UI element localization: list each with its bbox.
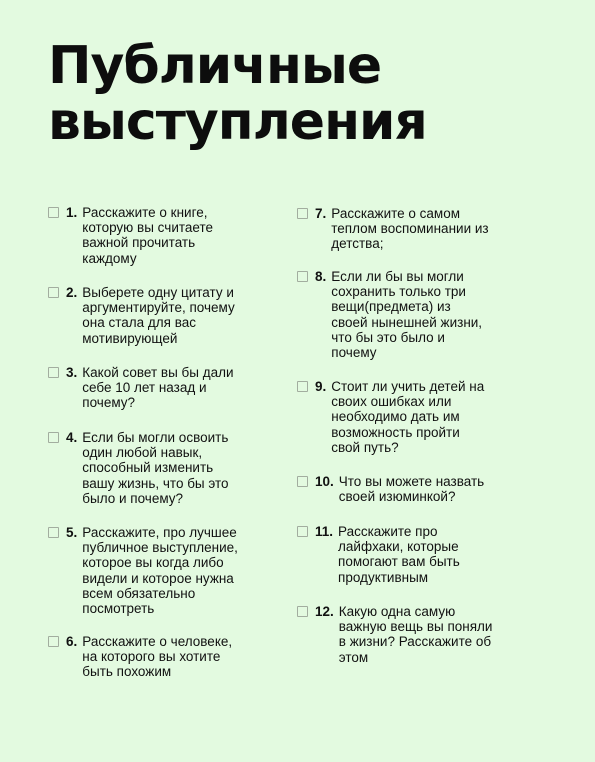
question-number: 12. [315, 604, 334, 619]
question-text-line: своей изюминкой? [338, 489, 456, 505]
checkbox-12[interactable] [297, 606, 308, 617]
question-number: 1. [66, 205, 78, 220]
question-item-10 [297, 474, 484, 504]
question-text-line: она стала для вас [82, 315, 197, 331]
question-number: 3. [66, 365, 78, 380]
question-number: 10. [315, 474, 334, 489]
question-text-line: помогают вам быть [338, 554, 460, 570]
checkbox-7[interactable] [297, 208, 308, 219]
checkbox-11[interactable] [297, 526, 308, 537]
question-text-line: Расскажите о человеке, [82, 634, 233, 649]
question-text-line: Расскажите о книге, [82, 205, 208, 220]
question-number: 5. [66, 525, 78, 540]
question-item-1 [48, 205, 213, 266]
question-text-line: этом [338, 649, 369, 665]
question-text [339, 474, 484, 504]
question-text-line: свой путь? [331, 439, 399, 455]
question-text-line: каждому [82, 250, 137, 266]
checkbox-4[interactable] [48, 432, 59, 443]
question-number: 2. [66, 285, 78, 300]
question-item-7 [297, 206, 489, 252]
question-text-line: всем обязательно [82, 585, 196, 601]
question-number: 6. [66, 634, 78, 649]
question-item-5 [48, 525, 238, 616]
question-text [331, 206, 488, 252]
question-item-11 [297, 524, 460, 585]
question-text-line: теплом воспоминании из [331, 221, 489, 237]
question-text-line: своих ошибках или [331, 394, 452, 410]
checkbox-3[interactable] [48, 367, 59, 378]
question-item-3 [48, 365, 234, 411]
question-text [339, 604, 493, 665]
question-text [331, 379, 484, 455]
question-text [338, 524, 460, 585]
question-text-line: детства; [331, 236, 384, 252]
question-text [331, 269, 482, 360]
question-item-9 [297, 379, 484, 455]
question-number: 4. [66, 430, 78, 445]
checkbox-6[interactable] [48, 636, 59, 647]
page-title-line-1: Публичные [48, 36, 382, 96]
question-text-line: возможность пройти [331, 424, 460, 440]
question-text-line: видели и которое нужна [82, 570, 234, 586]
page-title-line-2: выступления [48, 92, 427, 152]
question-text-line: Какой совет вы бы дали [82, 365, 234, 380]
question-text-line: своей нынешней жизни, [331, 314, 483, 330]
question-item-6 [48, 634, 232, 680]
question-item-4 [48, 430, 229, 506]
question-number: 9. [315, 379, 327, 394]
question-number: 11. [315, 524, 334, 539]
question-text-line: лайфхаки, которые [338, 539, 459, 555]
question-text [82, 634, 232, 680]
question-number: 8. [315, 269, 327, 284]
question-text [82, 205, 213, 266]
question-text-line: мотивирующей [82, 330, 178, 346]
question-text [82, 285, 234, 346]
question-text-line: Если бы могли освоить [82, 430, 229, 445]
checkbox-8[interactable] [297, 271, 308, 282]
question-text-line: аргументируйте, почему [82, 300, 235, 316]
question-text-line: Расскажите про [338, 524, 438, 539]
question-text-line: быть похожим [82, 664, 172, 680]
question-text-line: публичное выступление, [82, 540, 238, 556]
checkbox-1[interactable] [48, 207, 59, 218]
question-text-line: способный изменить [82, 460, 214, 476]
question-text-line: Какую одна самую [338, 604, 456, 619]
question-text [82, 430, 228, 506]
checkbox-2[interactable] [48, 287, 59, 298]
question-text-line: себе 10 лет назад и [82, 380, 207, 396]
question-text-line: на которого вы хотите [82, 649, 221, 665]
question-text-line: Стоит ли учить детей на [331, 379, 485, 394]
question-text-line: сохранить только три [331, 284, 466, 300]
question-text-line: в жизни? Расскажите об [338, 634, 492, 650]
question-item-8 [297, 269, 482, 360]
question-text-line: важной прочитать [82, 235, 196, 251]
question-text-line: посмотреть [82, 601, 155, 617]
question-text-line: вашу жизнь, что бы это [82, 475, 229, 491]
question-text-line: важную вещь вы поняли [338, 619, 493, 635]
question-text-line: продуктивным [338, 569, 429, 585]
page-title [48, 38, 427, 150]
question-text-line: что бы это было и [331, 329, 445, 345]
question-text-line: Если ли бы вы могли [331, 269, 464, 284]
question-text-line: было и почему? [82, 490, 184, 506]
question-text-line: Расскажите, про лучшее [82, 525, 237, 540]
question-item-2 [48, 285, 235, 346]
question-text-line: необходимо дать им [331, 409, 460, 425]
checkbox-10[interactable] [297, 476, 308, 487]
checkbox-9[interactable] [297, 381, 308, 392]
question-text-line: Что вы можете назвать [338, 474, 485, 489]
question-item-12 [297, 604, 492, 665]
question-text [82, 365, 233, 411]
question-text-line: Выберете одну цитату и [82, 285, 234, 300]
question-text-line: которое вы когда либо [82, 555, 224, 571]
question-text-line: почему? [82, 395, 136, 411]
checkbox-5[interactable] [48, 527, 59, 538]
question-text-line: Расскажите о самом [331, 206, 460, 221]
question-text [82, 525, 238, 616]
question-text-line: вещи(предмета) из [331, 299, 451, 315]
question-text-line: почему [331, 345, 377, 361]
question-number: 7. [315, 206, 327, 221]
question-text-line: которую вы считаете [82, 220, 213, 236]
question-text-line: один любой навык, [82, 445, 203, 461]
